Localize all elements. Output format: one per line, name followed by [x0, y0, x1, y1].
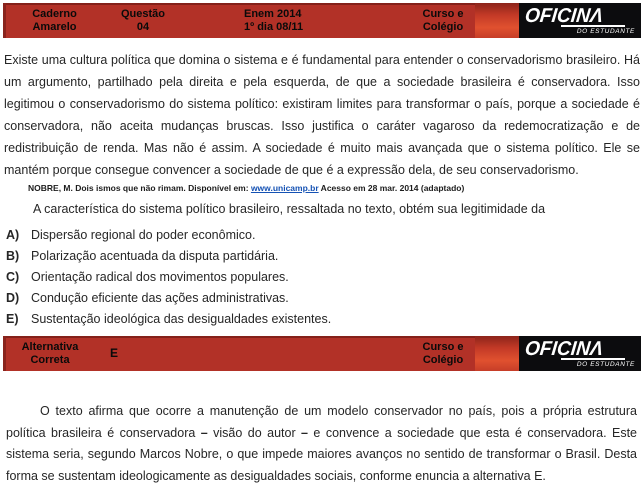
- answer-label-column: [6, 341, 94, 367]
- option-row-b: [0, 246, 644, 267]
- solution-part1: O texto afirma que ocorre a manutenção de um modelo conservador no país, pois a própria estrutura política brasileira é conservadora: [6, 404, 637, 440]
- option-text: Orientação radical dos movimentos populares.: [31, 270, 289, 284]
- option-label: A): [6, 228, 20, 242]
- logo-wordmark-text: OFICIN: [523, 337, 592, 360]
- logo-wordmark-lambda: Λ: [588, 337, 605, 360]
- questao-column: [103, 8, 183, 34]
- option-label: C): [6, 270, 20, 284]
- option-label: B): [6, 249, 20, 263]
- red-accent-strip: [475, 3, 519, 38]
- logo-wordmark-lambda: Λ: [588, 4, 605, 27]
- option-row-d: [0, 288, 644, 309]
- options-list: [0, 225, 644, 330]
- passage-text: Existe uma cultura política que domina o sistema e é fundamental para entender o conservadorismo brasileiro. Há um argumento, partilhado pela direita e pela esquerda, de que a sociedade brasileira é conservadora. Isso legitimou o conservadorismo do sistema político: existiram limites para transformar o país, porque a sociedade é conservadora, não aceita mudanças bruscas. Isso justifica o caráter vagaroso da redemocratização e de redistribuição de renda. Mas não é assim. A sociedade é muito mais avançada que o sistema político. Ele se mantém porque consegue convencer a sociedade de que é a expressão dela, de seu conservadorismo.: [4, 53, 640, 177]
- logo-wordmark-text: OFICIN: [523, 4, 592, 27]
- citation-prefix: NOBRE, M. Dois ismos que não rimam. Disponível em:: [28, 183, 251, 193]
- citation-suffix: Acesso em 28 mar. 2014 (adaptado): [318, 183, 465, 193]
- caderno-label: Caderno: [32, 7, 77, 20]
- questao-label: Questão: [120, 7, 165, 20]
- option-label: D): [6, 291, 20, 305]
- citation-link[interactable]: www.unicamp.br: [250, 183, 319, 193]
- answer-label-line2: Correta: [30, 353, 70, 366]
- curso-column: [411, 8, 475, 34]
- option-text: Dispersão regional do poder econômico.: [31, 228, 256, 242]
- exam-column: [244, 8, 364, 34]
- option-text: Condução eficiente das ações administrativas.: [31, 291, 289, 305]
- logo-subtitle: DO ESTUDANTE: [576, 27, 635, 35]
- option-label: E): [6, 312, 19, 326]
- logo-wordmark: [523, 4, 631, 27]
- solution-mid: visão do autor: [207, 425, 302, 440]
- source-citation: [28, 182, 644, 194]
- answer-header-bar: [3, 336, 641, 371]
- caderno-column: [6, 8, 103, 34]
- logo-subtitle: DO ESTUDANTE: [576, 360, 635, 368]
- question-header-bar: [3, 3, 641, 38]
- solution-dash2: –: [301, 425, 308, 440]
- logo-wordmark: [523, 337, 631, 360]
- exam-date: 1º dia 08/11: [244, 20, 304, 33]
- option-row-e: [0, 309, 644, 330]
- caderno-value: Amarelo: [32, 20, 77, 33]
- question-stem: A característica do sistema político brasileiro, ressaltada no texto, obtém sua legitimidade da: [33, 202, 546, 216]
- oficina-logo: [519, 336, 641, 371]
- solution-part2: e convence a sociedade que esta é conservadora. Este sistema seria, segundo Marcos Nobre, o que impede maiores avanços no sentido de transformar o Brasil. Desta forma se sustentam ideologicamente as desigualdades sociais, conforme enuncia a alternativa E.: [6, 425, 637, 483]
- curso-line1: Curso e: [422, 340, 464, 353]
- red-accent-strip: [475, 336, 519, 371]
- curso-column: [411, 341, 475, 367]
- option-text: Polarização acentuada da disputa partidária.: [31, 249, 279, 263]
- questao-number: 04: [136, 20, 150, 33]
- option-row-c: [0, 267, 644, 288]
- solution-text: [6, 401, 637, 487]
- curso-line2: Colégio: [422, 20, 464, 33]
- option-row-a: [0, 225, 644, 246]
- oficina-logo: [519, 3, 641, 38]
- answer-value: E: [109, 346, 118, 360]
- curso-line1: Curso e: [422, 7, 464, 20]
- curso-line2: Colégio: [422, 353, 464, 366]
- exam-name: Enem 2014: [244, 7, 302, 20]
- option-text: Sustentação ideológica das desigualdades existentes.: [31, 312, 332, 326]
- answer-label-line1: Alternativa: [21, 340, 79, 353]
- solution-dash1: –: [200, 425, 208, 440]
